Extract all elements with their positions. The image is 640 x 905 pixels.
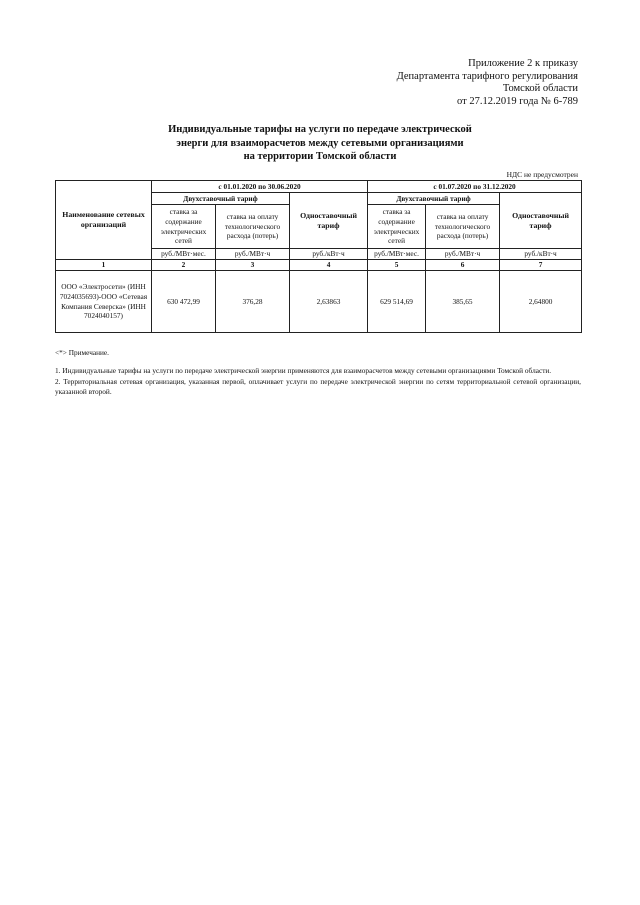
unit-single-1: руб./кВт·ч xyxy=(290,249,368,260)
notes-section xyxy=(55,348,581,398)
note-item-2: 2. Территориальная сетевая организация, указанная первой, оплачивает услуги по передаче электрической энергии по сетям территориальной сетевой организации, указанной второй. xyxy=(55,376,581,397)
col-number: 6 xyxy=(426,260,500,271)
value-cell: 2,63863 xyxy=(290,271,368,333)
note-item-1: 1. Индивидуальные тарифы на услуги по передаче электрической энергии применяются для взаиморасчетов между сетевыми организациями Томской области. xyxy=(55,366,552,376)
appendix-line-1: Приложение 2 к приказу xyxy=(468,58,578,69)
value-cell: 630 472,99 xyxy=(152,271,216,333)
column-number-row xyxy=(56,260,582,271)
period-2-header: с 01.07.2020 по 31.12.2020 xyxy=(368,181,582,193)
col-number: 3 xyxy=(216,260,290,271)
two-rate-header-2: Двухставочный тариф xyxy=(368,193,500,205)
table-row xyxy=(56,271,582,333)
unit-loss-2: руб./МВт·ч xyxy=(426,249,500,260)
tariff-table xyxy=(55,180,582,333)
appendix-line-3: Томской области xyxy=(502,83,578,95)
col-number: 4 xyxy=(290,260,368,271)
maintenance-rate-header-2: ставка за содержание электрических сетей xyxy=(368,205,426,249)
title-line-1: Индивидуальные тарифы на услуги по передаче электрической xyxy=(168,124,472,135)
loss-rate-header-1: ставка на оплату технологического расхода (потерь) xyxy=(216,205,290,249)
unit-loss-1: руб./МВт·ч xyxy=(216,249,290,260)
org-name-cell: ООО «Электросети» (ИНН 7024035693)-ООО «Сетевая Компания Северска» (ИНН 7024040157) xyxy=(56,271,152,333)
col-number: 5 xyxy=(368,260,426,271)
appendix-line-2: Департамента тарифного регулирования xyxy=(396,70,578,82)
value-cell: 385,65 xyxy=(426,271,500,333)
single-rate-header-2: Одноставочный тариф xyxy=(500,193,582,249)
period-1-header: с 01.01.2020 по 30.06.2020 xyxy=(152,181,368,193)
maintenance-rate-header-1: ставка за содержание электрических сетей xyxy=(152,205,216,249)
value-cell: 376,28 xyxy=(216,271,290,333)
loss-rate-header-2: ставка на оплату технологического расхода (потерь) xyxy=(426,205,500,249)
document-title xyxy=(0,123,640,164)
vat-note: НДС не предусмотрен xyxy=(506,170,578,179)
appendix-line-4: от 27.12.2019 года № 6-789 xyxy=(457,95,578,107)
title-line-2: энерги для взаиморасчетов между сетевыми организациями xyxy=(176,137,464,149)
appendix-header xyxy=(397,58,578,108)
value-cell: 2,64800 xyxy=(500,271,582,333)
org-name-header: Наименование сетевых организаций xyxy=(56,181,152,260)
two-rate-header-1: Двухставочный тариф xyxy=(152,193,290,205)
notes-heading: <*> Примечание. xyxy=(55,348,109,357)
col-number: 2 xyxy=(152,260,216,271)
col-number: 1 xyxy=(56,260,152,271)
unit-single-2: руб./кВт·ч xyxy=(500,249,582,260)
unit-maintenance-1: руб./МВт·мес. xyxy=(152,249,216,260)
col-number: 7 xyxy=(500,260,582,271)
single-rate-header-1: Одноставочный тариф xyxy=(290,193,368,249)
title-line-3: на территории Томской области xyxy=(243,151,397,162)
value-cell: 629 514,69 xyxy=(368,271,426,333)
unit-maintenance-2: руб./МВт·мес. xyxy=(368,249,426,260)
